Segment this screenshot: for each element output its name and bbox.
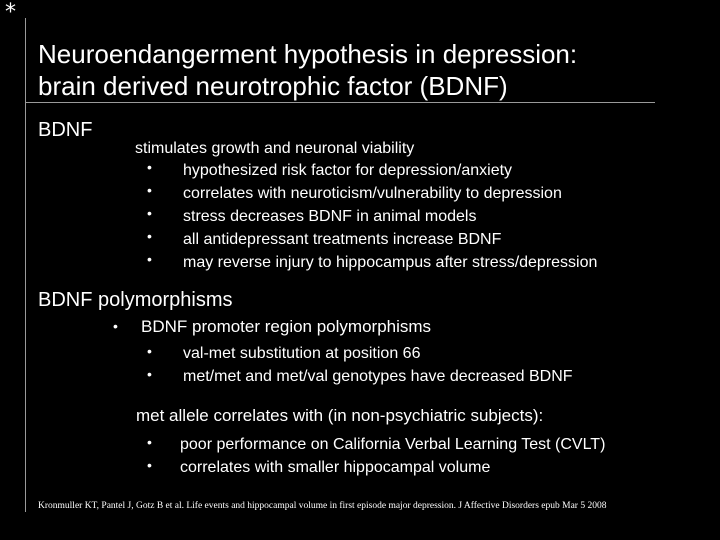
- met-allele-bullet-1: poor performance on California Verbal Learning Test (CVLT): [180, 436, 606, 453]
- title-line-1: Neuroendangerment hypothesis in depression:: [38, 39, 578, 69]
- asterisk-mark: *: [5, 0, 16, 25]
- polymorphisms-sub-bullet: BDNF promoter region polymorphisms: [141, 317, 432, 336]
- polymorphism-bullet-1: val-met substitution at position 66: [183, 345, 421, 362]
- bdnf-bullet-4: all antidepressant treatments increase BDNF: [183, 231, 502, 248]
- polymorphism-bullet-2: met/met and met/val genotypes have decreased BDNF: [183, 368, 573, 385]
- bdnf-subheading: stimulates growth and neuronal viability: [135, 140, 415, 157]
- bdnf-bullet-5: may reverse injury to hippocampus after stress/depression: [183, 254, 598, 271]
- bdnf-bullet-3: stress decreases BDNF in animal models: [183, 208, 477, 225]
- bullet-dot: •: [147, 251, 152, 267]
- met-allele-heading: met allele correlates with (in non-psychiatric subjects):: [136, 406, 544, 425]
- bullet-dot: •: [147, 343, 152, 359]
- citation: Kronmuller KT, Pantel J, Gotz B et al. Life events and hippocampal volume in first episode major depression. J Affective Disorders epub Mar 5 2008: [38, 501, 607, 511]
- slide-title: [38, 38, 577, 102]
- bullet-dot: •: [147, 182, 152, 198]
- bullet-dot: •: [147, 457, 152, 473]
- bullet-dot: •: [147, 159, 152, 175]
- met-allele-bullet-2: correlates with smaller hippocampal volume: [180, 459, 491, 476]
- bullet-dot: •: [147, 228, 152, 244]
- bdnf-heading: BDNF: [38, 119, 93, 141]
- bullet-dot: •: [113, 318, 118, 334]
- title-line-2: brain derived neurotrophic factor (BDNF): [38, 71, 508, 101]
- bullet-dot: •: [147, 434, 152, 450]
- polymorphisms-heading: BDNF polymorphisms: [38, 289, 233, 311]
- vertical-rule: [25, 18, 26, 512]
- bullet-dot: •: [147, 366, 152, 382]
- bullet-dot: •: [147, 205, 152, 221]
- title-underline: [25, 102, 655, 103]
- bdnf-bullet-2: correlates with neuroticism/vulnerability to depression: [183, 185, 562, 202]
- bdnf-bullet-1: hypothesized risk factor for depression/anxiety: [183, 162, 513, 179]
